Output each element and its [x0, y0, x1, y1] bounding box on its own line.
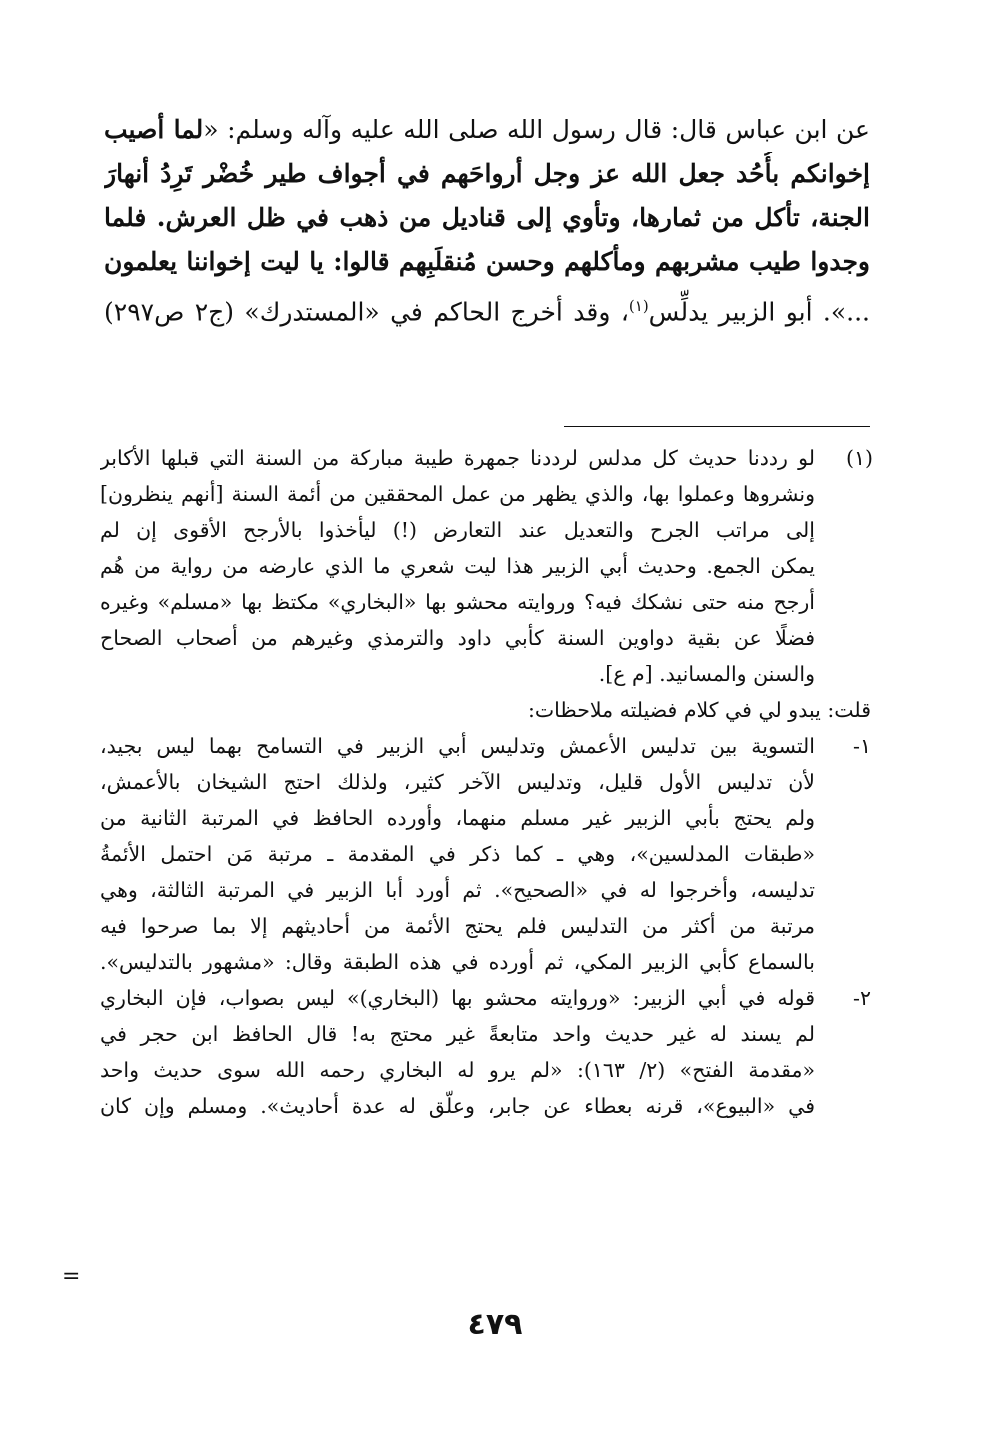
- point1-line: مرتبة من أكثر من التدليس فلم يحتج الأئمة من أحاديثهم إلا بما صرحوا فيه: [100, 914, 815, 938]
- footnote-marker: (١): [845, 446, 873, 470]
- point1-line: ولم يحتج بأبي الزبير غير مسلم منهما، وأورده الحافظ في المرتبة الثانية من: [100, 806, 815, 830]
- footnote-line: يمكن الجمع. وحديث أبي الزبير هذا ليت شعري ما الذي عارضه من رواية من هُم: [100, 554, 815, 578]
- main-text-line: [104, 284, 870, 328]
- footnote-line: ونشروها وعملوا بها، والذي يظهر من عمل المحققين من أئمة السنة [أنهم ينظرون]: [100, 482, 815, 506]
- main-text-normal: ...». أبو الزبير يدلِّس: [648, 297, 870, 327]
- footnote-line: لو رددنا حديث كل مدلس لرددنا جمهرة طيبة مباركة من السنة التي قبلها الأكابر: [100, 446, 815, 470]
- main-text-normal: ، وقد أخرج الحاكم في «المستدرك» (ج٢ ص٢٩٧): [104, 297, 629, 327]
- point1-line: التسوية بين تدليس الأعمش وتدليس أبي الزبير في التسامح بهما ليس بجيد،: [100, 734, 815, 758]
- main-text-bold: الجنة، تأكل من ثمارها، وتأوي إلى قناديل من ذهب في ظل العرش. فلما: [104, 203, 870, 232]
- page-number: ٤٧٩: [467, 1307, 523, 1342]
- footnote-line: والسنن والمسانيد. [م ع].: [598, 662, 815, 686]
- commentary-intro: قلت: يبدو لي في كلام فضيلته ملاحظات:: [527, 698, 871, 722]
- main-text-line: [104, 240, 870, 284]
- main-text-line: [104, 108, 870, 152]
- point1-line: بالسماع كأبي الزبير المكي، ثم أورده في هذه الطبقة وقال: «مشهور بالتدليس».: [100, 950, 815, 974]
- main-text-bold: لما أصيب: [104, 115, 204, 144]
- footnote-line: فضلًا عن بقية دواوين السنة كأبي داود والترمذي وغيرهم من أصحاب الصحاح: [100, 626, 815, 650]
- point2-line: لم يسند له غير حديث واحد متابعةً غير محتج به! قال الحافظ ابن حجر في: [100, 1022, 815, 1046]
- main-text-bold: وجدوا طيب مشربهم ومأكلهم وحسن مُنقلَبِهم قالوا: يا ليت إخواننا يعلمون: [104, 247, 870, 276]
- main-text-line: [104, 152, 870, 196]
- footnote-line: إلى مراتب الجرح والتعديل عند التعارض (!) ليأخذوا بالأرجح الأقوى إن لم: [100, 518, 815, 542]
- point1-line: لأن تدليس الأول قليل، وتدليس الآخر كثير، ولذلك احتج الشيخان بالأعمش،: [100, 770, 815, 794]
- footnote-separator: [564, 426, 870, 427]
- footnote-line: أرجح منه حتى نشكك فيه؟ وروايته محشو بها «البخاري» مكتظ بها «مسلم» وغيره: [100, 590, 815, 614]
- point1-line: تدليسه، وأخرجوا له في «الصحيح». ثم أورد أبا الزبير في المرتبة الثالثة، وهي: [100, 878, 815, 902]
- point2-line: «مقدمة الفتح» (٢/ ١٦٣): «لم يرو له البخاري رحمه الله سوى حديث واحد: [100, 1058, 815, 1082]
- footnote-reference: (١): [628, 297, 649, 315]
- main-text-bold: إخوانكم بأُحُد جعل الله عز وجل أرواحَهم في أجواف طير خُضْر تَرِدُ أنهارَ: [104, 159, 870, 188]
- main-text-normal: عن ابن عباس قال: قال رسول الله صلى الله عليه وآله وسلم: «: [203, 115, 870, 144]
- point-number: ١-: [853, 734, 871, 758]
- continuation-mark: =: [62, 1264, 81, 1289]
- main-text-line: [104, 196, 870, 240]
- point1-line: «طبقات المدلسين»، وهي ـ كما ذكر في المقدمة ـ مرتبة مَن احتمل الأئمةُ: [100, 842, 815, 866]
- point2-line: في «البيوع»، قرنه بعطاء عن جابر، وعلّق له عدة أحاديث». ومسلم وإن كان: [100, 1094, 815, 1118]
- point-number: ٢-: [853, 986, 871, 1010]
- point2-line: قوله في أبي الزبير: «وروايته محشو بها (البخاري)» ليس بصواب، فإن البخاري: [100, 986, 815, 1010]
